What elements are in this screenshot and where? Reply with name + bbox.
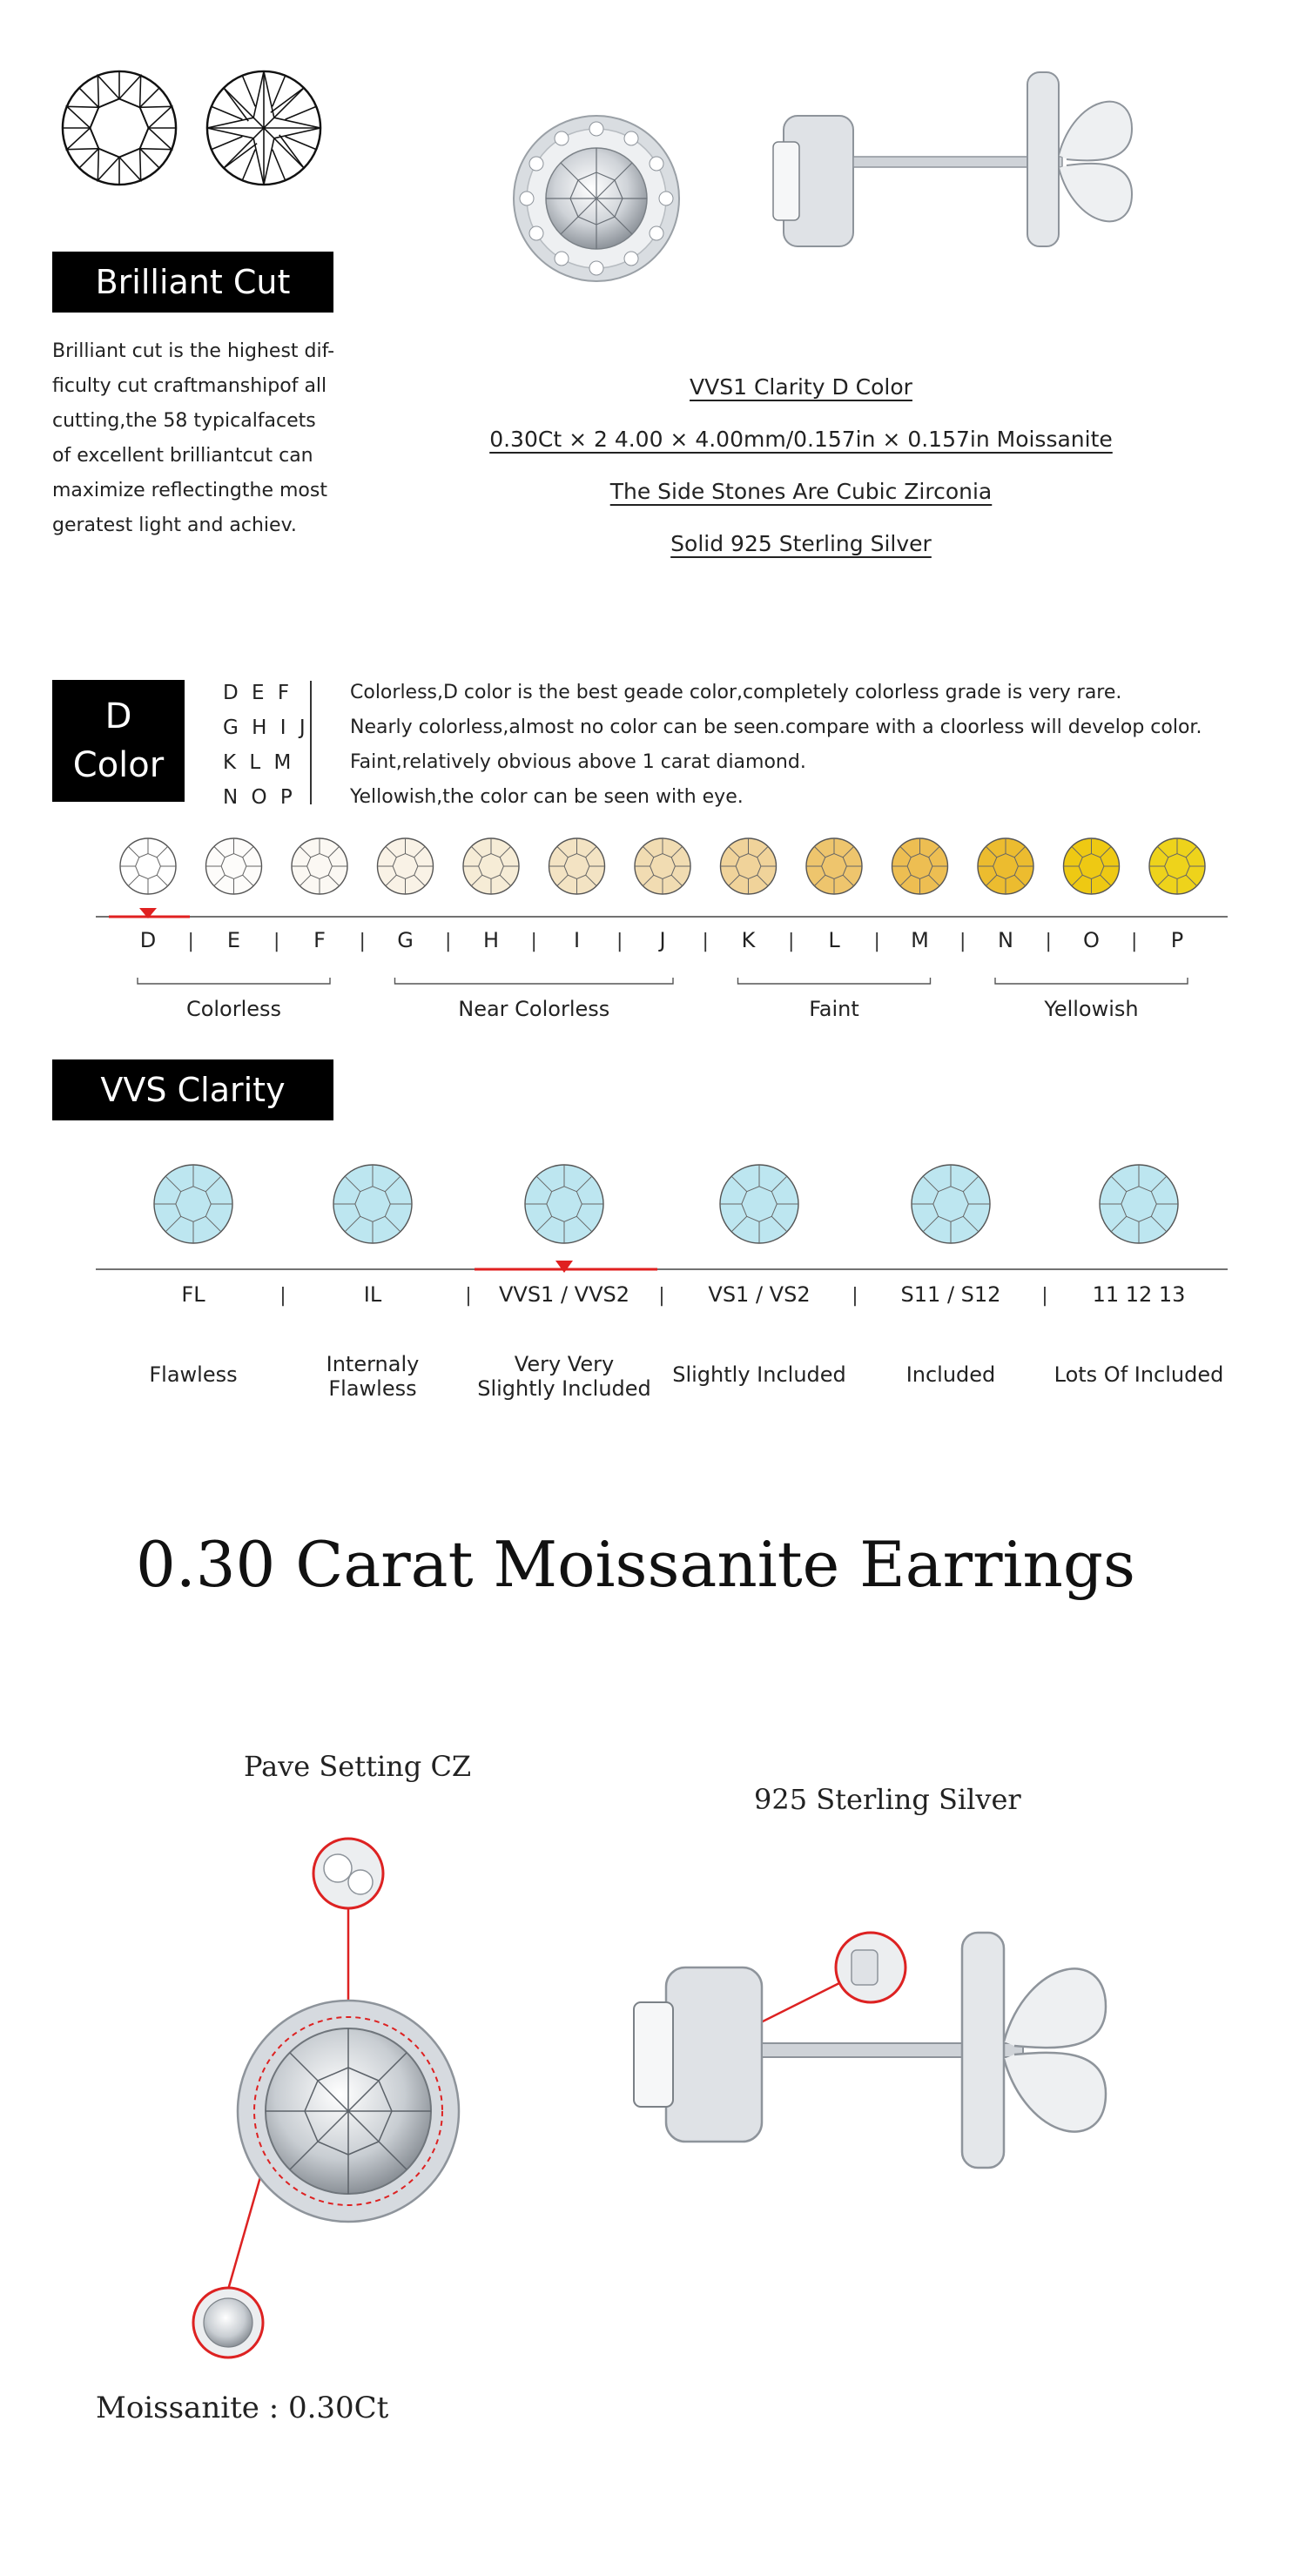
clarity-code: FL	[181, 1282, 205, 1307]
color-swatch-p	[1149, 838, 1205, 894]
clarity-separator: |	[658, 1285, 665, 1307]
group-label: Faint	[809, 997, 859, 1021]
brilliant-cut-diagram-bottom	[204, 68, 324, 188]
grade-letters: D E F	[223, 682, 293, 704]
color-scale-graphic	[0, 831, 1306, 1032]
clarity-desc: Flawless	[328, 1376, 417, 1401]
clarity-separator: |	[279, 1285, 286, 1307]
clarity-scale-marker-icon	[555, 1261, 573, 1273]
brilliant-cut-title-text: Brilliant Cut	[95, 263, 291, 301]
clarity-desc: Slightly Included	[672, 1362, 846, 1387]
spec-carat-size: 0.30Ct × 2 4.00 × 4.00mm/0.157in × 0.157in Moissanite	[489, 427, 1113, 452]
d-color-box	[52, 680, 185, 802]
group-bracket	[738, 978, 931, 984]
brilliant-cut-description	[52, 334, 348, 543]
description-line: Brilliant cut is the highest dif-	[52, 340, 335, 362]
scale-separator: |	[702, 931, 709, 952]
color-swatch-n	[978, 838, 1033, 894]
scale-separator: |	[873, 931, 880, 952]
label-moissanite: Moissanite : 0.30Ct	[96, 2391, 389, 2425]
product-title-text: 0.30 Carat Moissanite Earrings	[136, 1528, 1135, 1601]
scale-separator: |	[530, 931, 537, 952]
scale-separator: |	[445, 931, 452, 952]
scale-letter: I	[573, 928, 581, 952]
scale-separator: |	[616, 931, 623, 952]
scale-letter: L	[828, 928, 840, 952]
grade-description: Nearly colorless,almost no color can be seen.compare with a cloorless will develop color.	[350, 716, 1202, 738]
earring-front-image	[509, 111, 683, 286]
color-scale	[0, 831, 1306, 1032]
scale-letter: G	[397, 928, 414, 952]
clarity-scale	[0, 1145, 1306, 1406]
clarity-stone-2	[525, 1165, 603, 1243]
color-swatch-h	[463, 838, 519, 894]
scale-letter: O	[1083, 928, 1100, 952]
grade-description: Faint,relatively obvious above 1 carat diamond.	[350, 751, 806, 773]
clarity-code: IL	[363, 1282, 382, 1307]
color-swatch-d	[120, 838, 176, 894]
brilliant-cut-diagram-top	[59, 68, 179, 188]
grade-letters: N O P	[223, 786, 296, 809]
group-label: Colorless	[185, 997, 282, 1021]
color-swatch-k	[721, 838, 777, 894]
color-swatch-j	[635, 838, 690, 894]
group-bracket	[138, 978, 330, 984]
clarity-desc: Included	[905, 1362, 996, 1387]
spec-metal: Solid 925 Sterling Silver	[670, 531, 932, 556]
description-line: of excellent brilliantcut can	[52, 445, 313, 467]
clarity-separator: |	[1041, 1285, 1048, 1307]
scale-separator: |	[187, 931, 194, 952]
scale-separator: |	[359, 931, 366, 952]
color-swatch-o	[1064, 838, 1120, 894]
clarity-code: S11 / S12	[900, 1282, 1001, 1307]
d-color-box-line1: D	[104, 696, 132, 736]
vvs-clarity-title-text: VVS Clarity	[100, 1071, 286, 1109]
clarity-code: 11 12 13	[1092, 1282, 1186, 1307]
earring-detail-graphic	[0, 1793, 1306, 2394]
spec-list	[453, 374, 1149, 583]
brilliant-cut-title	[52, 252, 333, 313]
label-sterling-silver: 925 Sterling Silver	[754, 1783, 1021, 1816]
scale-separator: |	[1045, 931, 1052, 952]
description-line: geratest light and achiev.	[52, 515, 297, 536]
grade-letters: G H I J	[223, 716, 309, 739]
grade-description: Colorless,D color is the best geade color,completely colorless grade is very rare.	[350, 682, 1122, 703]
clarity-separator: |	[852, 1285, 858, 1307]
product-title	[0, 1528, 1271, 1601]
detail-diagram	[0, 1793, 1306, 2394]
label-pave-setting: Pave Setting CZ	[244, 1750, 472, 1783]
description-line: cutting,the 58 typicalfacets	[52, 410, 316, 432]
brilliant-cut-top-view-icon	[59, 68, 179, 188]
clarity-desc: Slightly Included	[477, 1376, 651, 1401]
group-bracket	[395, 978, 674, 984]
color-swatch-l	[806, 838, 862, 894]
clarity-stone-3	[720, 1165, 798, 1243]
scale-letter: F	[313, 928, 326, 952]
color-grade-divider	[310, 681, 312, 804]
scale-letter: P	[1170, 928, 1184, 952]
color-swatch-e	[206, 838, 262, 894]
scale-letter: K	[741, 928, 756, 952]
group-label: Near Colorless	[458, 997, 610, 1021]
clarity-desc: Internaly	[326, 1352, 420, 1376]
scale-separator: |	[788, 931, 795, 952]
description-line: ficulty cut craftmanshipof all	[52, 375, 327, 397]
color-swatch-m	[892, 838, 948, 894]
clarity-separator: |	[465, 1285, 472, 1307]
scale-separator: |	[273, 931, 280, 952]
spec-side-stones: The Side Stones Are Cubic Zirconia	[609, 479, 993, 504]
color-swatch-i	[549, 838, 605, 894]
description-line: maximize reflectingthe most	[52, 480, 327, 501]
earring-side-photo	[766, 68, 1149, 277]
clarity-desc: Very Very	[514, 1352, 615, 1376]
clarity-scale-graphic	[0, 1145, 1306, 1406]
scale-letter: D	[139, 928, 157, 952]
clarity-stone-1	[333, 1165, 412, 1243]
clarity-stone-5	[1100, 1165, 1178, 1243]
color-swatch-g	[378, 838, 434, 894]
scale-separator: |	[959, 931, 966, 952]
brilliant-cut-pavilion-icon	[204, 68, 324, 188]
color-grade-descriptions	[350, 676, 1273, 815]
group-bracket	[995, 978, 1188, 984]
scale-letter: M	[911, 928, 929, 952]
color-grade-letters	[223, 676, 310, 815]
scale-separator: |	[1131, 931, 1138, 952]
grade-description: Yellowish,the color can be seen with eye.	[350, 786, 744, 808]
clarity-code: VVS1 / VVS2	[498, 1282, 630, 1307]
d-color-box-line2: Color	[72, 745, 165, 785]
grade-letters: K L M	[223, 751, 295, 774]
scale-letter: N	[998, 928, 1013, 952]
clarity-desc: Lots Of Included	[1054, 1362, 1224, 1387]
earring-side-image	[766, 68, 1149, 277]
earring-front-photo	[509, 111, 683, 286]
scale-letter: J	[659, 928, 666, 952]
clarity-code: VS1 / VS2	[708, 1282, 811, 1307]
clarity-desc: Flawless	[149, 1362, 238, 1387]
color-swatch-f	[292, 838, 347, 894]
group-label: Yellowish	[1044, 997, 1139, 1021]
clarity-stone-0	[154, 1165, 232, 1243]
vvs-clarity-title	[52, 1059, 333, 1120]
scale-letter: E	[226, 928, 241, 952]
spec-clarity-color: VVS1 Clarity D Color	[690, 374, 912, 400]
scale-letter: H	[482, 928, 500, 952]
clarity-stone-4	[912, 1165, 990, 1243]
